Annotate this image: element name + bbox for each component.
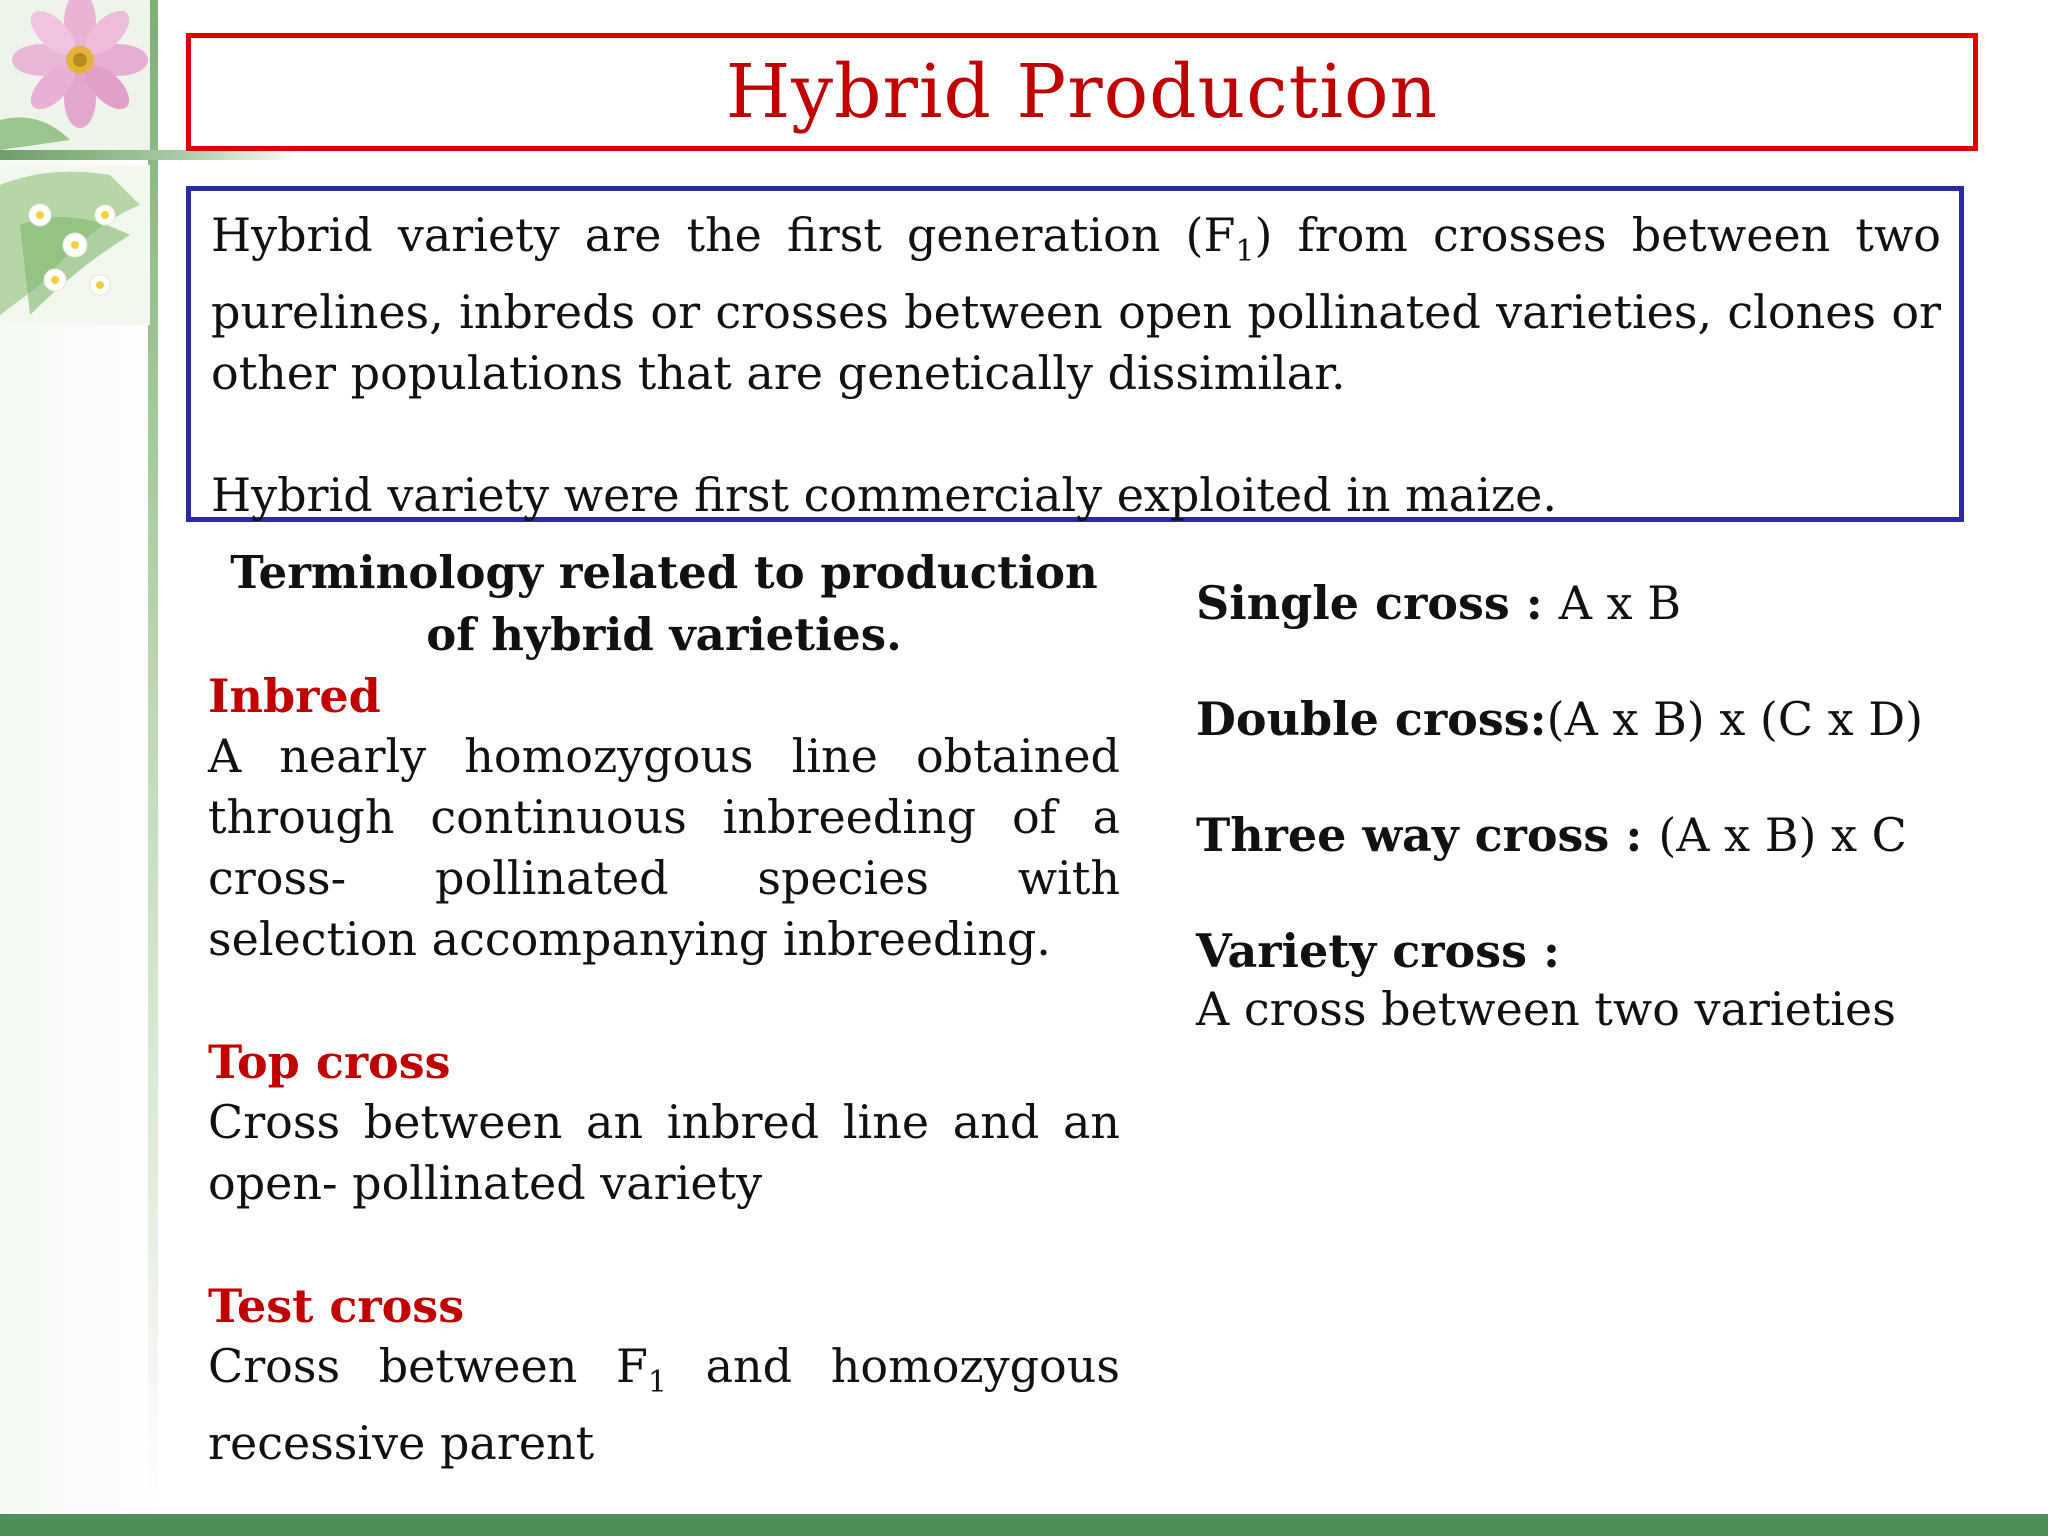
cross-name-single: Single cross :: [1196, 576, 1559, 630]
test-cross-subscript: 1: [647, 1365, 667, 1401]
cross-double: [1196, 690, 1986, 748]
definition-text-end: ) from crosses between two purelines, inbreds or crosses between open pollinated varieties, clones or other populations that are genetically dissimilar.: [211, 208, 1941, 401]
cross-formula-three-way: (A x B) x C: [1658, 808, 1907, 862]
decorative-horizontal-line: [0, 150, 300, 160]
term-title-top-cross: Top cross: [208, 1035, 451, 1089]
term-desc-top-cross: Cross between an inbred line and an open- pollinated variety: [208, 1095, 1120, 1210]
test-cross-text-start: Cross between F: [208, 1339, 648, 1393]
cross-types-column: [1196, 574, 1986, 1038]
terminology-column: [208, 542, 1120, 1474]
cross-name-three-way: Three way cross :: [1196, 808, 1659, 862]
term-desc-inbred: A nearly homozygous line obtained through continuous inbreeding of a cross- pollinated species with selection accompanying inbreeding.: [208, 729, 1120, 966]
white-flowers-icon: [0, 165, 150, 325]
maize-statement: Hybrid variety were first commercialy exploited in maize.: [211, 468, 1557, 523]
pink-flower-icon: [0, 0, 150, 150]
cross-variety: [1196, 922, 1986, 980]
term-title-test-cross: Test cross: [208, 1279, 465, 1333]
title-box: [186, 33, 1978, 151]
terminology-heading: Terminology related to production of hybrid varieties.: [230, 546, 1098, 661]
test-cross-text-end: and homozygous recessive parent: [208, 1339, 1120, 1471]
term-desc-test-cross: [208, 1336, 1120, 1474]
term-title-inbred: Inbred: [208, 669, 381, 723]
cross-desc-variety: A cross between two varieties: [1196, 982, 1896, 1036]
definition-paragraph: [211, 205, 1941, 404]
spacer: [208, 970, 1120, 1032]
cross-name-variety: Variety cross :: [1196, 924, 1560, 978]
definition-box: [186, 186, 1964, 522]
bottom-bar: [0, 1514, 2048, 1536]
cross-formula-single: A x B: [1558, 576, 1682, 630]
page-title: Hybrid Production: [725, 49, 1439, 135]
spacer: [208, 1214, 1120, 1276]
cross-formula-double: (A x B) x (C x D): [1546, 692, 1924, 746]
definition-text-start: Hybrid variety are the first generation (F: [211, 208, 1236, 262]
cross-name-double: Double cross:: [1196, 692, 1547, 746]
cross-single: [1196, 574, 1986, 632]
definition-subscript: 1: [1235, 234, 1255, 270]
cross-three-way: [1196, 806, 1986, 864]
